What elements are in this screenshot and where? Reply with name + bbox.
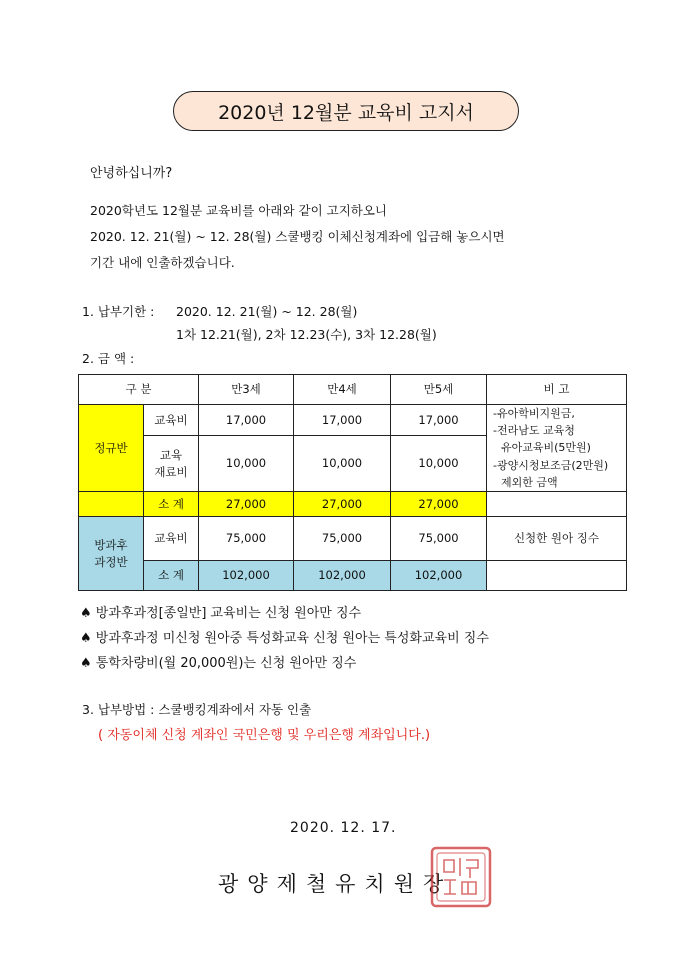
bullet-note: ♠ 통학차량비(월 20,000원)는 신청 원아만 징수 [80,656,357,671]
table-cell: 10,000 [294,436,391,492]
header-age5: 만5세 [391,375,487,405]
group-afterschool: 방과후 과정반 [79,517,144,591]
table-cell: 102,000 [294,561,391,591]
group-filler [79,492,144,517]
seal-stamp-icon [430,846,492,908]
row-item: 교육 재료비 [144,436,199,492]
intro-line-2: 2020. 12. 21(월) ~ 12. 28(월) 스쿨뱅킹 이체신청계좌에 입금해 놓으시면 [90,229,505,244]
fee-table [78,374,627,591]
header-remarks: 비 고 [487,375,627,405]
empty-cell [487,561,627,591]
table-cell: 27,000 [199,492,294,517]
row-item: 소 계 [144,492,199,517]
table-cell: 17,000 [199,405,294,436]
table-cell: 75,000 [391,517,487,561]
section-1-label: 1. 납부기한 : [82,304,155,319]
group-regular: 정규반 [79,405,144,492]
afterschool-remarks: 신청한 원아 징수 [487,517,627,561]
remark-line: 제외한 금액 [501,475,558,489]
table-cell: 75,000 [199,517,294,561]
table-cell: 10,000 [199,436,294,492]
table-cell: 27,000 [294,492,391,517]
table-cell: 75,000 [294,517,391,561]
section-3-label: 3. 납부방법 : 스쿨뱅킹계좌에서 자동 인출 [82,702,312,717]
remark-line: -전라남도 교육청 [493,424,575,438]
table-cell: 17,000 [294,405,391,436]
issue-date: 2020. 12. 17. [290,820,397,836]
bullet-note: ♠ 방과후과정[종일반] 교육비는 신청 원아만 징수 [80,606,362,621]
remark-line: 유아교육비(5만원) [501,441,591,455]
table-cell: 10,000 [391,436,487,492]
table-row [79,517,627,561]
table-cell: 27,000 [391,492,487,517]
table-row-subtotal [79,561,627,591]
payment-period: 2020. 12. 21(월) ~ 12. 28(월) [176,304,358,319]
signature: 광양제철유치원장 [218,872,453,896]
bullet-note: ♠ 방과후과정 미신청 원아중 특성화교육 신청 원아는 특성화교육비 징수 [80,631,489,646]
row-item: 교육비 [144,517,199,561]
section-2-label: 2. 금 액 : [82,351,135,366]
greeting: 안녕하십니까? [90,166,173,181]
table-row-subtotal [79,492,627,517]
header-category: 구 분 [79,375,199,405]
intro-line-3: 기간 내에 인출하겠습니다. [90,255,235,270]
remark-line: -유아학비지원금, [493,407,575,421]
payment-schedule: 1차 12.21(월), 2차 12.23(수), 3차 12.28(월) [176,327,437,342]
remark-line: -광양시청보조금(2만원) [493,458,609,472]
table-row [79,405,627,436]
empty-cell [487,492,627,517]
header-age4: 만4세 [294,375,391,405]
table-cell: 17,000 [391,405,487,436]
header-age3: 만3세 [199,375,294,405]
table-cell: 102,000 [391,561,487,591]
intro-line-1: 2020학년도 12월분 교육비를 아래와 같이 고지하오니 [90,203,388,218]
account-notice: ( 자동이체 신청 계좌인 국민은행 및 우리은행 계좌입니다.) [98,728,431,743]
row-item: 교육비 [144,405,199,436]
table-header-row [79,375,627,405]
table-cell: 102,000 [199,561,294,591]
row-item: 소 계 [144,561,199,591]
regular-remarks [487,405,627,492]
document-title: 2020년 12월분 교육비 고지서 [173,91,519,131]
